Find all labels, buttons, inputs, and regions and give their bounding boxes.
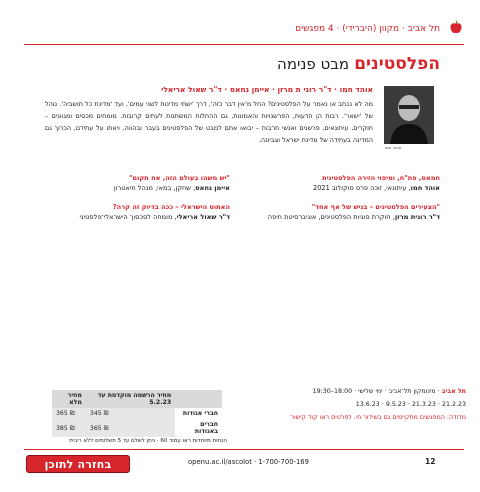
price-early: ₪ 345 (86, 408, 175, 419)
schedule-box (236, 385, 466, 424)
apple-logo-icon (450, 20, 462, 34)
topic-title: האתוס הישראלי – ככה בדיוק זה קרה? (112, 203, 230, 211)
portrait-image-icon (384, 86, 434, 144)
page-header (24, 22, 464, 45)
topic-item (250, 173, 440, 193)
price-table-header (52, 390, 222, 408)
footer-divider (24, 449, 464, 450)
topic-detail: , חוקרת סוגיות הפלסטינים, אוניברסיטת חיפה (267, 213, 395, 221)
topic-person: איימן נחאס (195, 184, 230, 192)
schedule-location-label: תל אביב (441, 388, 466, 395)
topic-person: ד"ר רונית מרזן (394, 213, 440, 221)
page-title (277, 54, 440, 74)
topic-person: אוהד חמו (410, 184, 440, 192)
price-table (52, 390, 222, 437)
price-full: ₪ 365 (52, 408, 86, 419)
topic-item (250, 202, 440, 222)
price-row-label: חברי אגודות (175, 408, 222, 419)
price-header-cell: מחיר הרשמה מוקדמת עד 5.2.23 (86, 390, 175, 408)
price-row (52, 408, 222, 419)
topic-detail: , שחקן, במאי, מנהל תיאטרון (113, 184, 196, 192)
schedule-dates: 21.2.23 · 21.3.23 · 9.5.23 · 13.6.23 (355, 401, 466, 408)
photo-credit: אוהד חמו (385, 145, 402, 150)
topic-item (40, 202, 230, 222)
back-to-contents-button[interactable]: בחזרה לתוכן העניינים (26, 455, 130, 473)
breadcrumb: תל אביב · מקוון (היברידי) · 4 מפגשים (295, 24, 440, 34)
price-header-cell (175, 390, 222, 408)
lecturers-line: אוהד חמו · ד"ר רוני ת מרזן · איימן נחאס · ד"ר שאול אריאלי (161, 85, 373, 94)
schedule-note: מדודה: המפגשים מתקיימים גם בשידור חי. לפרטים ראו קוד קישור (290, 414, 466, 421)
topic-person: ד"ר שאול אריאלי (176, 213, 230, 221)
topic-detail: , מומחה לסכסוך הישראלי־פלסטיני (79, 213, 177, 221)
price-full: ₪ 385 (52, 419, 86, 437)
course-description: מה לא נכתב או נאמר על הפלסטינים? החל מ'אין דבר כזה', דרך 'ישתי מדינות לשני עמים', ועד 'מדינת כל תושביה'. נוהל של 'ישאר'. רבות הן הדעות, הפרשנויות והאמונות, גם ההחלות המשתנות לעתים קרובות. מומחים מכסים ומגוונים – חוקרים, עיתונאים, פרשנים ואנשי תרבות – יבואו אתם למבט של הפלסטינים בעבר ובהווה, ויאתו על עתידם, הכרוך גם המדינה בעתידה של מדינת ישראל וצביונה. (45, 100, 373, 144)
title-subtitle: מבט פנימה (277, 55, 350, 73)
topic-detail: , עיתונאי, זוכה פרס סוקולוב 2021 (313, 184, 411, 192)
schedule-location: · מינומקון תל־אביב · ימי שלישי · 18:00–19:30 (312, 388, 442, 395)
price-header-cell: מחיר מלא (52, 390, 86, 408)
footer-contact[interactable]: openu.ac.il/ascolot · 1-700-700-169 (188, 458, 309, 466)
topic-title: "הצעירים הפלסטינים – בניש של אף אחד" (311, 203, 440, 211)
topic-title: חמאס, פת"ח, ומיפוי הזירה הפלסטינית (322, 174, 440, 182)
topic-title: "יש משהו בעולם הזה, אח תקום" (129, 174, 230, 182)
topic-item (40, 173, 230, 193)
title-main: הפלסטינים (354, 54, 440, 74)
price-row-label: חברים באגודות (175, 419, 222, 437)
lecturer-photo (384, 86, 434, 144)
price-note: הנחות מיוחדות ראו עמוד 60 · ניתן לשלם עד 5 תשלומים ללא ריבית (69, 438, 227, 444)
price-early: ₪ 365 (86, 419, 175, 437)
page-number: 12 (425, 457, 436, 466)
price-row (52, 419, 222, 437)
